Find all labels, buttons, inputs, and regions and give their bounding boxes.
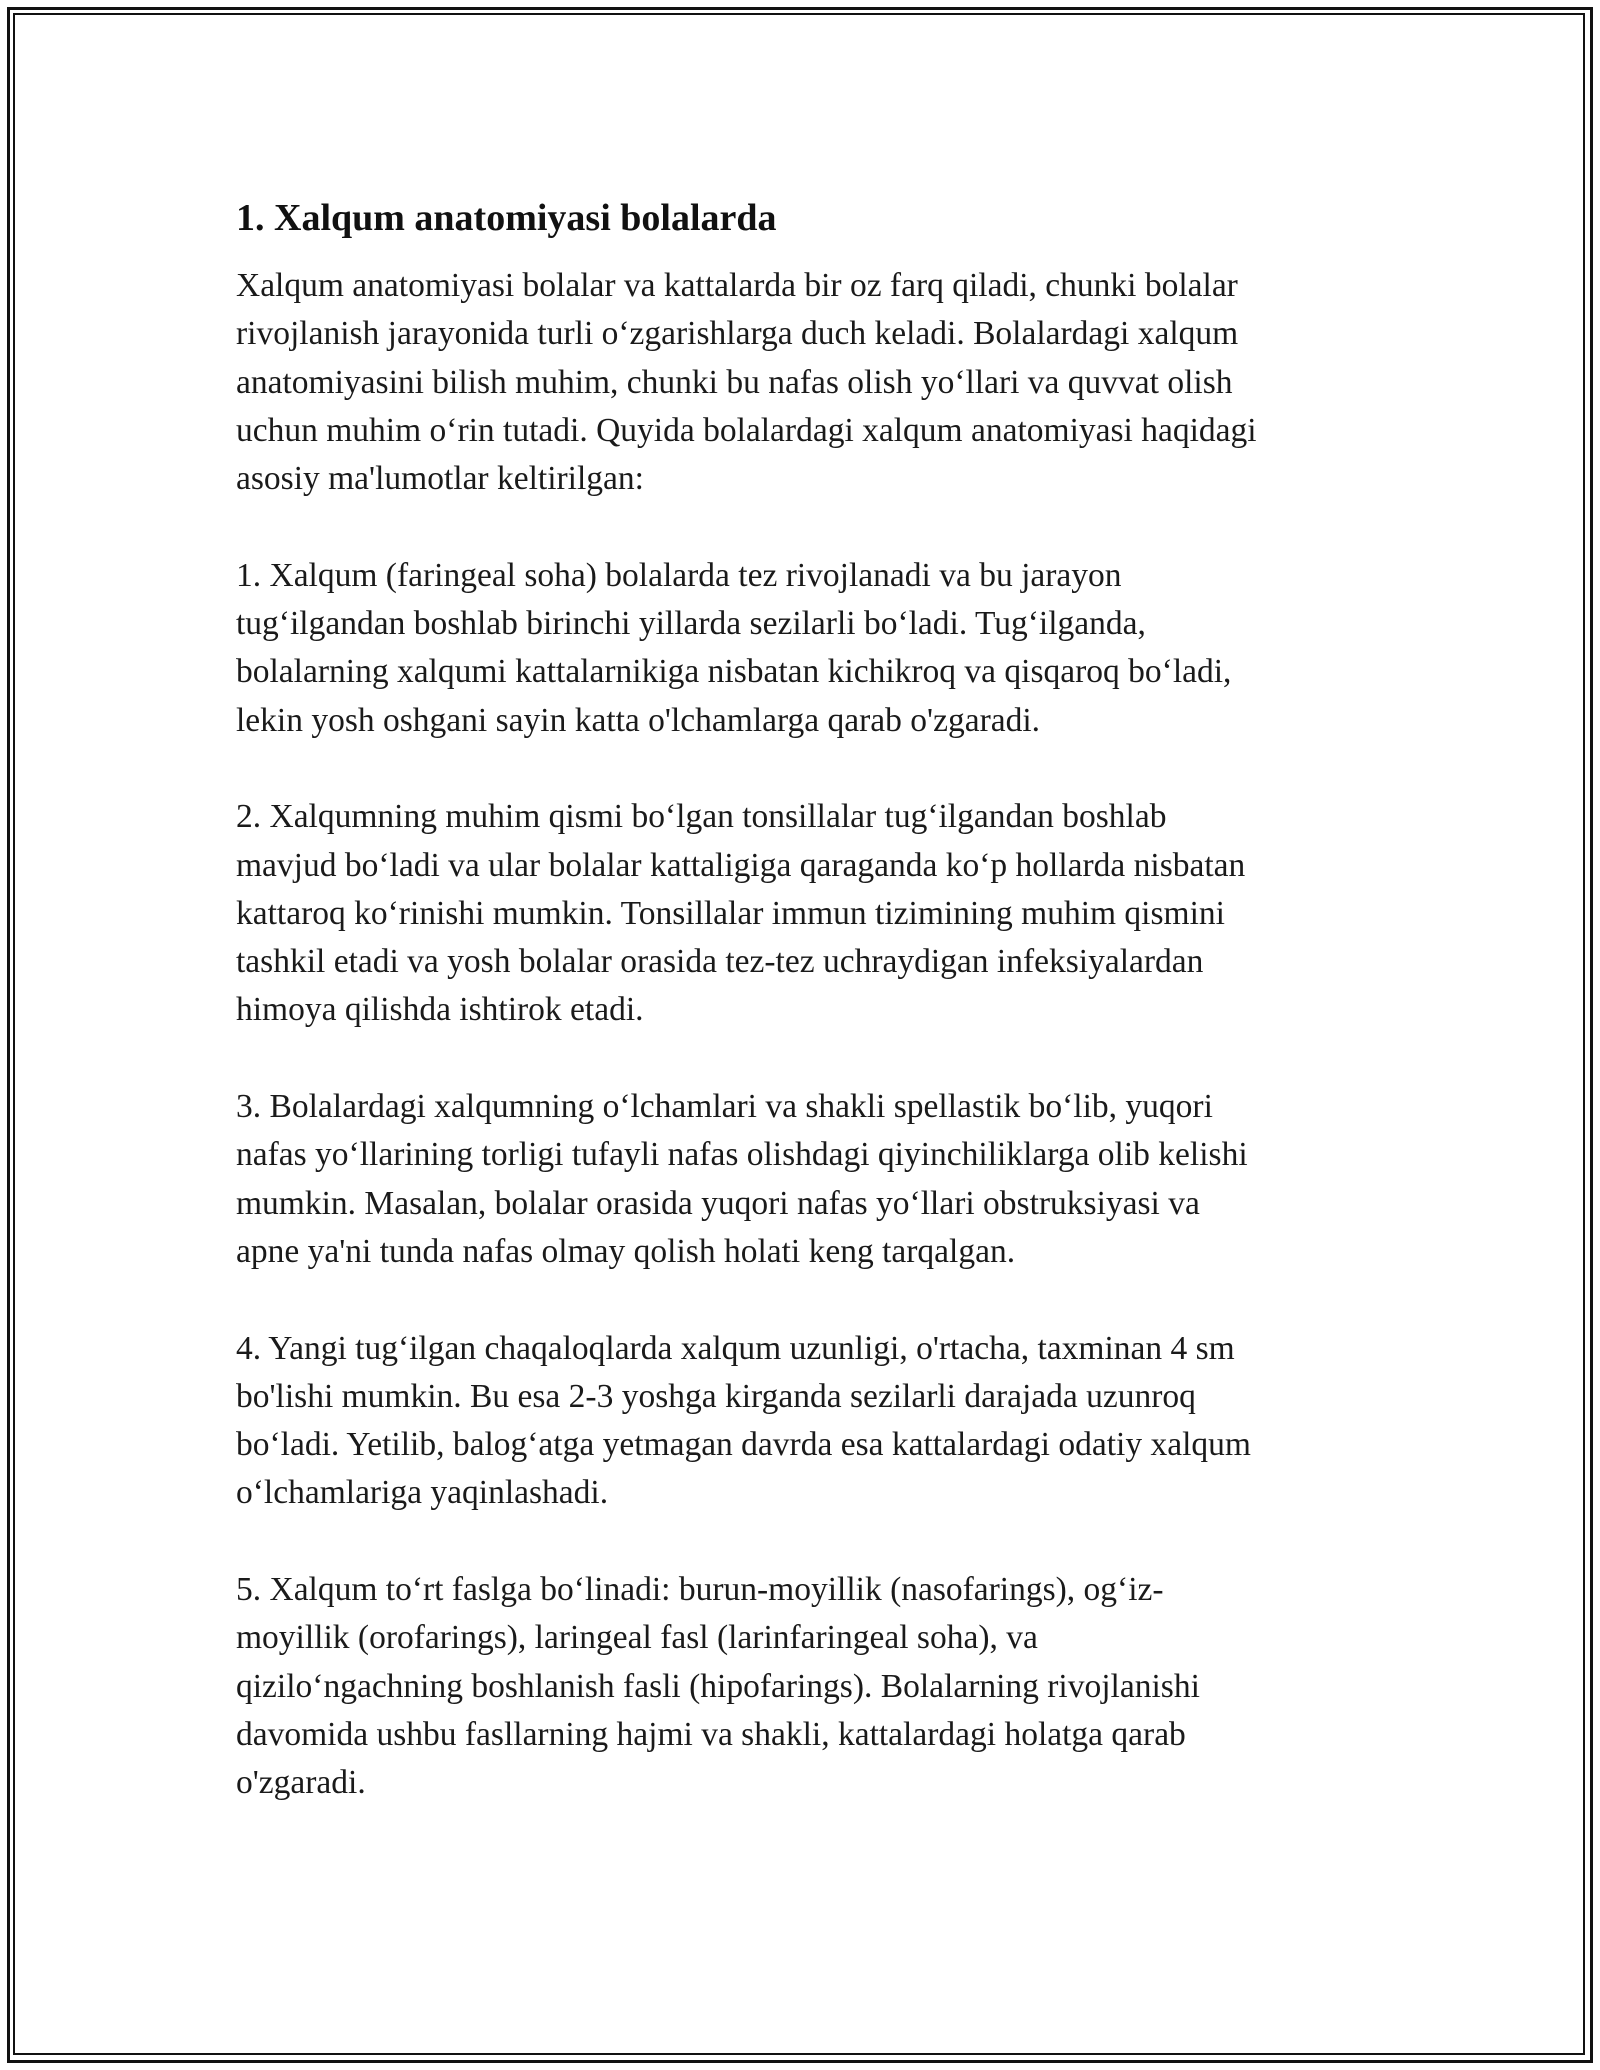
- document-body: [236, 180, 1376, 1856]
- document-title: 1. Xalqum anatomiyasi bolalarda: [236, 197, 777, 239]
- list-item-2: 2. Xalqumning muhim qismi bo‘lgan tonsillalar tug‘ilgandan boshlab mavjud bo‘ladi va ular bolalar kattaligiga qaraganda ko‘p hollarda nisbatan kattaroq ko‘rinishi mumkin. Tonsillalar immun tizimining muhim qismini tashkil etadi va yosh bolalar orasida tez-tez uchraydigan infeksiyalardan himoya qilishda ishtirok etadi.: [236, 798, 1246, 1029]
- list-item-1: 1. Xalqum (faringeal soha) bolalarda tez rivojlanadi va bu jarayon tug‘ilgandan boshlab birinchi yillarda sezilarli bo‘ladi. Tug‘ilganda, bolalarning xalqumi kattalarnikiga nisbatan kichikroq va qisqaroq bo‘ladi, lekin yosh oshgani sayin katta o'lchamlarga qarab o'zgaradi.: [236, 556, 1232, 739]
- list-item-4: 4. Yangi tug‘ilgan chaqaloqlarda xalqum uzunligi, o'rtacha, taxminan 4 sm bo'lishi mumkin. Bu esa 2-3 yoshga kirganda sezilarli darajada uzunroq bo‘ladi. Yetilib, balog‘atga yetmagan davrda esa kattalardagi odatiy xalqum o‘lchamlariga yaqinlashadi.: [236, 1329, 1251, 1512]
- list-item-5: 5. Xalqum to‘rt faslga bo‘linadi: burun-moyillik (nasofarings), og‘iz- moyillik (orofarings), laringeal fasl (larinfaringeal soha), va qizilo‘ngachning boshlanish fasli (hipofarings). Bolalarning rivojlanishi davomida ushbu fasllarning hajmi va shakli, kattalardagi holatga qarab o'zgaradi.: [236, 1571, 1200, 1802]
- list-item-3: 3. Bolalardagi xalqumning o‘lchamlari va shakli spellastik bo‘lib, yuqori nafas yo‘llarining torligi tufayli nafas olishdagi qiyinchiliklarga olib kelishi mumkin. Masalan, bolalar orasida yuqori nafas yo‘llari obstruksiyasi va apne ya'ni tunda nafas olmay qolish holati keng tarqalgan.: [236, 1088, 1248, 1270]
- intro-paragraph: Xalqum anatomiyasi bolalar va kattalarda bir oz farq qiladi, chunki bolalar rivojlanish jarayonida turli o‘zgarishlarga duch keladi. Bolalardagi xalqum anatomiyasini bilish muhim, chunki bu nafas olish yo‘llari va quvvat olish uchun muhim o‘rin tutadi. Quyida bolalardagi xalqum anatomiyasi haqidagi asosiy ma'lumotlar keltirilgan:: [236, 267, 1257, 498]
